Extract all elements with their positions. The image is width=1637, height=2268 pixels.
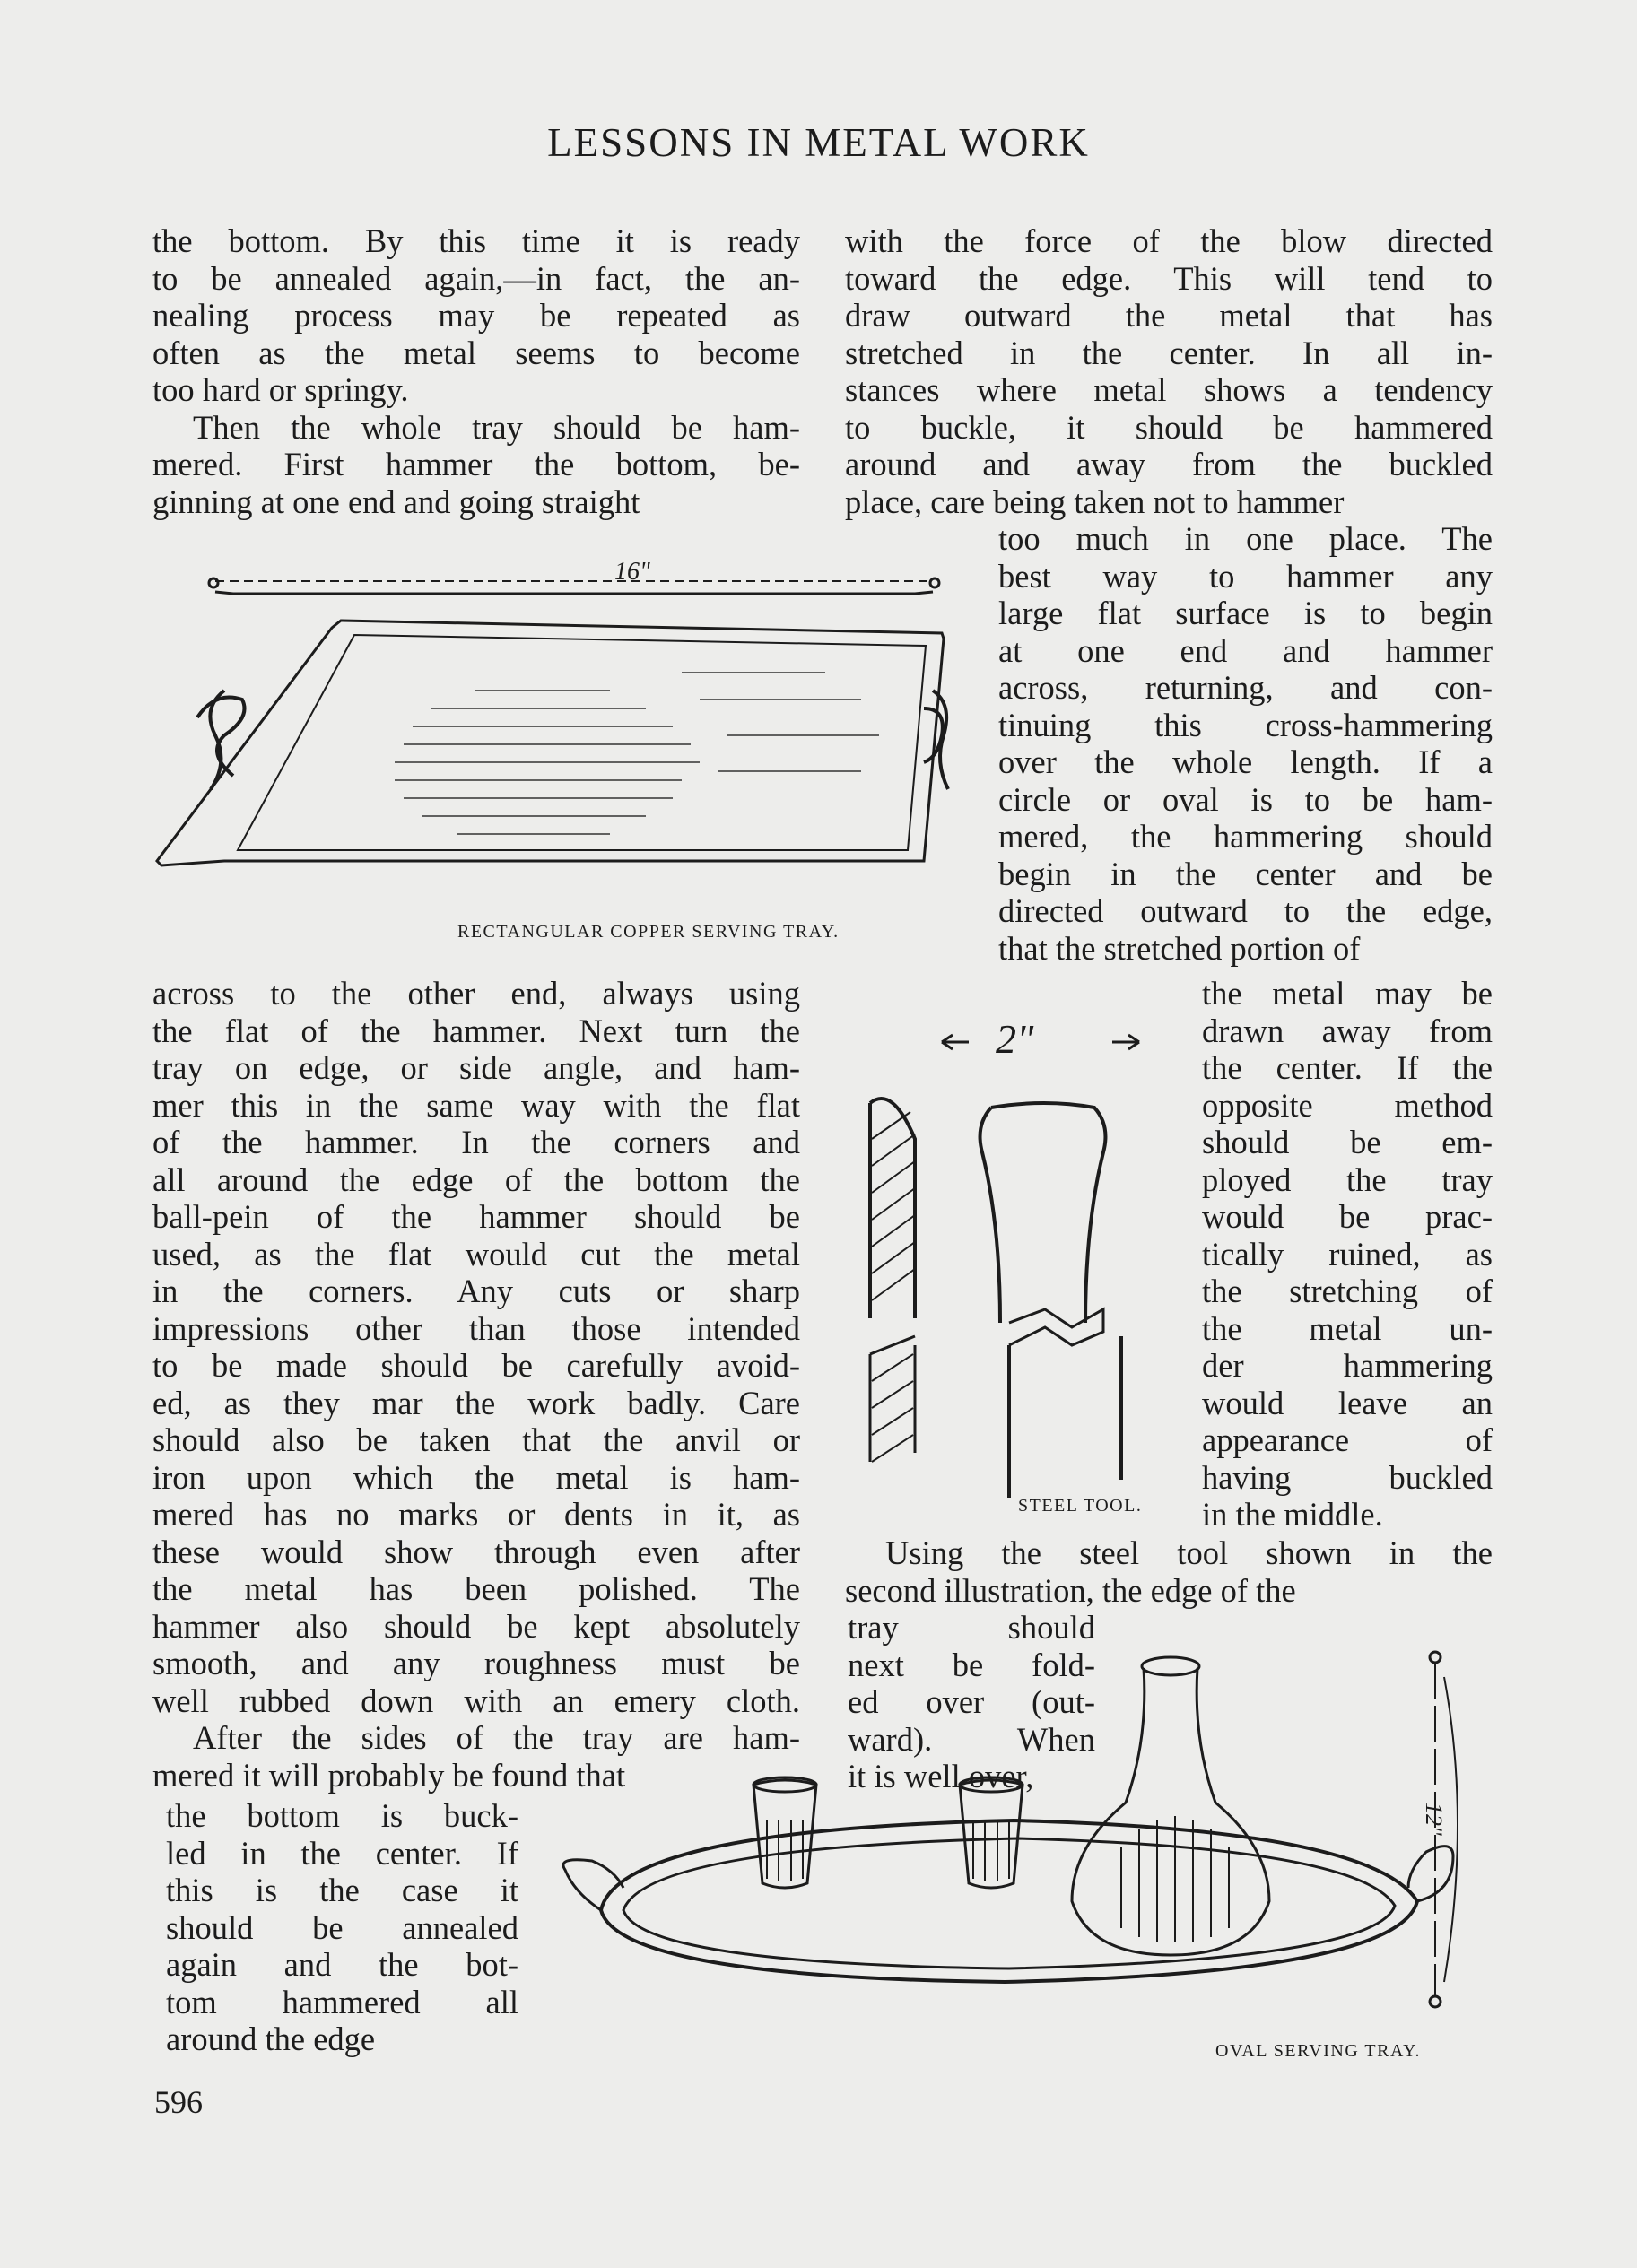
- text-line: ed, as they mar the work badly. Care: [152, 1384, 800, 1421]
- text-line: smooth, and any roughness must be: [152, 1645, 800, 1681]
- text-line: appearance of: [1202, 1421, 1493, 1458]
- text-line: well rubbed down with an emery cloth.: [152, 1681, 800, 1719]
- text-line: of the hammer. In the corners and: [152, 1124, 800, 1160]
- text-line: begin in the center and be: [998, 855, 1493, 892]
- text-line: often as the metal seems to become: [152, 334, 800, 371]
- text-line: next be fold-: [848, 1646, 1095, 1683]
- text-line: around and away from the buckled: [845, 446, 1493, 482]
- page-number: 596: [154, 2084, 203, 2120]
- text-line: the metal has been polished. The: [152, 1570, 800, 1607]
- text-line: around the edge: [166, 2020, 376, 2057]
- text-line: iron upon which the metal is ham-: [152, 1458, 800, 1496]
- steel-tool-illustration: [861, 1013, 1184, 1498]
- text-line: toward the edge. This will tend to: [845, 259, 1493, 297]
- text-line: stretched in the center. In all in-: [845, 334, 1493, 371]
- text-line: the metal un-: [1202, 1309, 1493, 1347]
- text-line: these would show through even after: [152, 1533, 800, 1570]
- text-line: ginning at one end and going straight: [152, 482, 640, 520]
- rect-tray-caption: RECTANGULAR COPPER SERVING TRAY.: [457, 922, 840, 942]
- rectangular-tray-illustration: [144, 556, 969, 888]
- text-line: tinuing this cross-hammering: [998, 706, 1493, 743]
- text-line: over the whole length. If a: [998, 743, 1493, 780]
- text-line: second illustration, the edge of the: [845, 1571, 1296, 1609]
- text-line: Using the steel tool shown in the: [885, 1534, 1493, 1571]
- text-line: too much in one place. The: [998, 520, 1493, 557]
- text-line: the center. If the: [1202, 1049, 1493, 1086]
- text-line: mered, the hammering should: [998, 818, 1493, 855]
- text-line: mered has no marks or dents in it, as: [152, 1496, 800, 1533]
- steel-tool-caption: STEEL TOOL.: [1018, 1496, 1143, 1516]
- text-line: der hammering: [1202, 1347, 1493, 1384]
- text-line: tray on edge, or side angle, and ham-: [152, 1049, 800, 1086]
- text-line: ployed the tray: [1202, 1160, 1493, 1198]
- text-line: mered. First hammer the bottom, be-: [152, 446, 800, 482]
- text-line: impressions other than those intended: [152, 1309, 800, 1347]
- text-line: to buckle, it should be hammered: [845, 408, 1493, 446]
- text-line: too hard or springy.: [152, 371, 409, 408]
- text-line: it is well over,: [848, 1758, 1034, 1794]
- text-line: ball-pein of the hammer should be: [152, 1198, 800, 1235]
- text-line: stances where metal shows a tendency: [845, 371, 1493, 408]
- text-line: across, returning, and con-: [998, 669, 1493, 706]
- text-line: ward). When: [848, 1720, 1095, 1758]
- text-line: would be prac-: [1202, 1198, 1493, 1235]
- text-line: should be annealed: [166, 1908, 518, 1946]
- text-line: should be em-: [1202, 1124, 1493, 1160]
- oval-tray-illustration: [547, 1641, 1480, 2036]
- text-line: best way to hammer any: [998, 557, 1493, 595]
- text-line: mer this in the same way with the flat: [152, 1086, 800, 1124]
- text-line: circle or oval is to be ham-: [998, 780, 1493, 818]
- text-line: draw outward the metal that has: [845, 297, 1493, 334]
- oval-tray-caption: OVAL SERVING TRAY.: [1215, 2041, 1421, 2061]
- text-line: the bottom. By this time it is ready: [152, 222, 800, 259]
- text-line: hammer also should be kept absolutely: [152, 1607, 800, 1645]
- text-line: mered it will probably be found that: [152, 1756, 626, 1794]
- text-line: After the sides of the tray are ham-: [193, 1719, 800, 1756]
- text-line: place, care being taken not to hammer: [845, 482, 1345, 520]
- text-line: in the corners. Any cuts or sharp: [152, 1273, 800, 1309]
- text-line: nealing process may be repeated as: [152, 297, 800, 334]
- text-line: tically ruined, as: [1202, 1235, 1493, 1273]
- text-line: the flat of the hammer. Next turn the: [152, 1012, 800, 1049]
- text-line: all around the edge of the bottom the: [152, 1160, 800, 1198]
- text-line: in the middle.: [1202, 1496, 1383, 1533]
- oval-tray-dimension: 12": [1421, 1803, 1447, 1836]
- text-line: directed outward to the edge,: [998, 892, 1493, 929]
- text-line: large flat surface is to begin: [998, 595, 1493, 631]
- text-line: drawn away from: [1202, 1012, 1493, 1049]
- text-line: ed over (out-: [848, 1683, 1095, 1720]
- text-line: again and the bot-: [166, 1946, 518, 1983]
- text-line: should also be taken that the anvil or: [152, 1421, 800, 1458]
- text-line: tray should: [848, 1609, 1095, 1646]
- text-line: to be annealed again,—in fact, the an-: [152, 259, 800, 297]
- text-line: the stretching of: [1202, 1273, 1493, 1309]
- steel-tool-dimension: 2": [996, 1016, 1034, 1062]
- text-line: that the stretched portion of: [998, 929, 1361, 967]
- text-line: to be made should be carefully avoid-: [152, 1347, 800, 1384]
- text-line: with the force of the blow directed: [845, 222, 1493, 259]
- text-line: would leave an: [1202, 1384, 1493, 1421]
- page-header: LESSONS IN METAL WORK: [547, 120, 1090, 165]
- text-line: tom hammered all: [166, 1983, 518, 2020]
- text-line: led in the center. If: [166, 1834, 518, 1872]
- rect-tray-dimension: 16": [614, 558, 650, 586]
- text-line: at one end and hammer: [998, 631, 1493, 669]
- text-line: the metal may be: [1202, 975, 1493, 1012]
- text-line: having buckled: [1202, 1458, 1493, 1496]
- text-line: this is the case it: [166, 1872, 518, 1908]
- text-line: opposite method: [1202, 1086, 1493, 1124]
- text-line: used, as the flat would cut the metal: [152, 1235, 800, 1273]
- text-line: across to the other end, always using: [152, 975, 800, 1012]
- text-line: Then the whole tray should be ham-: [193, 408, 800, 446]
- text-line: the bottom is buck-: [166, 1797, 518, 1834]
